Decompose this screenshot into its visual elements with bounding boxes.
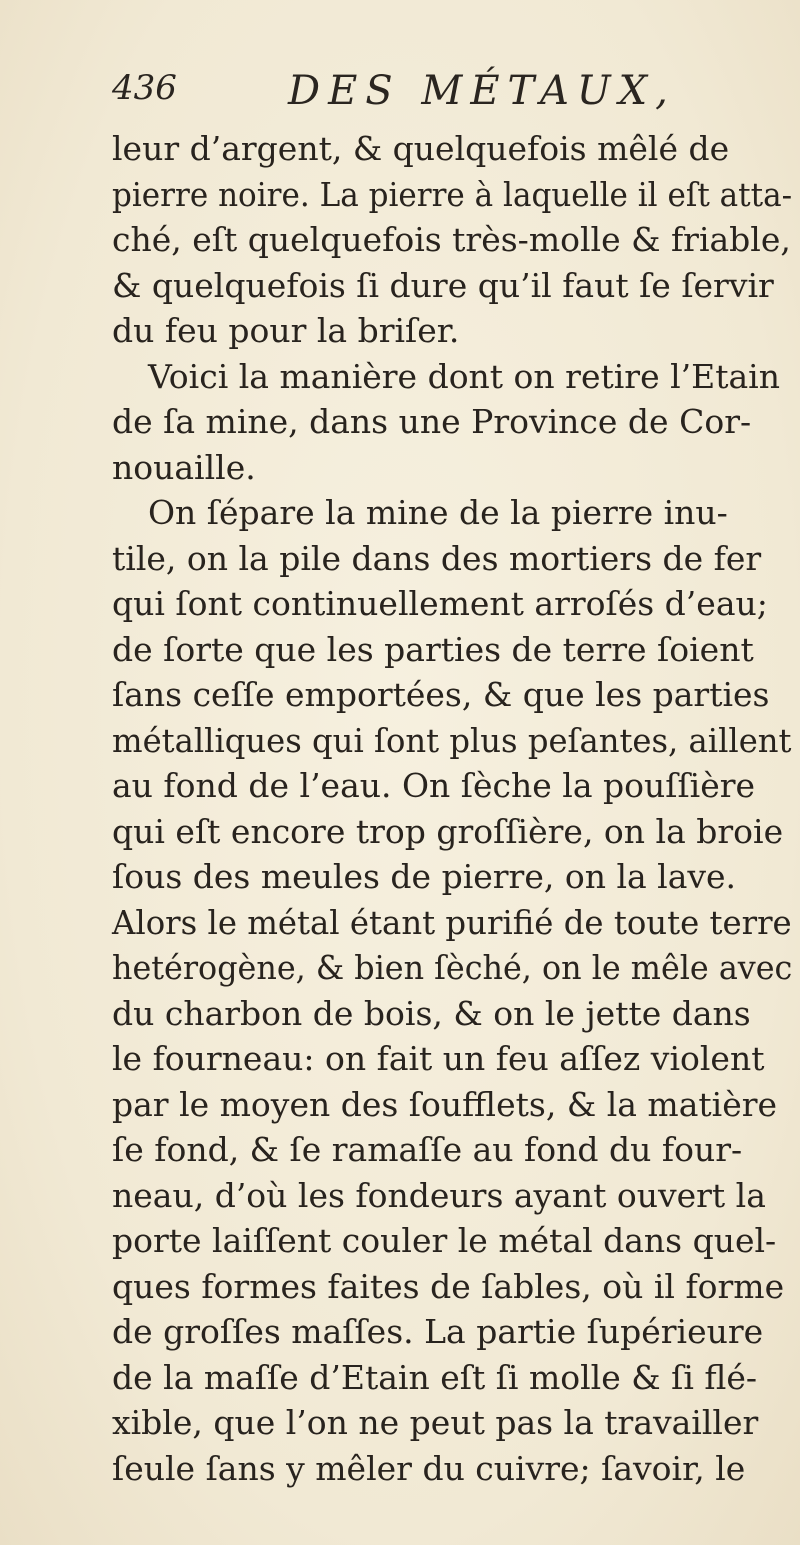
text-line: Voici la manière dont on retire l’Etain [148, 356, 780, 396]
text-line: métalliques qui ſont plus peſantes, aillent [112, 720, 792, 760]
text-line: du charbon de bois, & on le jette dans [112, 993, 751, 1033]
text-line: neau, d’où les fondeurs ayant ouvert la [112, 1175, 766, 1215]
text-line: ſe fond, & ſe ramaſſe au fond du four- [112, 1130, 743, 1169]
text-line: ſeule ſans y mêler du cuivre; ſavoir, le [112, 1448, 746, 1488]
text-line: du feu pour la briſer. [112, 311, 460, 350]
page-number: 436 [112, 68, 177, 108]
text-line: qui eſt encore trop groſſière, on la broie [112, 811, 784, 851]
page-header [112, 68, 792, 124]
text-line: ché, eſt quelquefois très-molle & friable, [112, 220, 791, 259]
text-line: hetérogène, & bien ſèché, on le mêle avec [112, 948, 793, 987]
text-line: pierre noire. La pierre à laquelle il eſt atta- [112, 174, 793, 214]
text-line: qui ſont continuellement arroſés d’eau; [112, 584, 768, 623]
text-line: ques formes faites de ſables, où il forme [112, 1266, 785, 1306]
text-line: porte laiſſent couler le métal dans quel- [112, 1221, 777, 1260]
running-title: DES MÉTAUX, [288, 68, 676, 114]
text-line: On ſépare la mine de la pierre inu- [148, 493, 728, 532]
text-line: nouaille. [112, 447, 256, 487]
text-line: & quelquefois ſi dure qu’il faut ſe ſervir [112, 265, 774, 305]
text-line: de ſa mine, dans une Province de Cor- [112, 402, 752, 441]
text-line: xible, que l’on ne peut pas la travailler [112, 1403, 759, 1442]
text-line: de groſſes maſſes. La partie ſupérieure [112, 1312, 764, 1351]
text-line: leur d’argent, & quelquefois mêlé de [112, 129, 730, 168]
text-line: de ſorte que les parties de terre ſoient [112, 629, 754, 669]
text-line: de la maſſe d’Etain eſt ſi molle & ſi flé- [112, 1357, 758, 1397]
text-line: le fourneau: on fait un feu aſſez violent [112, 1039, 765, 1078]
text-line: par le moyen des ſoufflets, & la matière [112, 1084, 778, 1124]
text-line: ſans ceſſe emportées, & que les parties [112, 675, 770, 714]
body-text [112, 126, 792, 1491]
text-line: tile, on la pile dans des mortiers de fer [112, 538, 762, 578]
text-line: ſous des meules de pierre, on la lave. [112, 857, 737, 896]
text-line: au fond de l’eau. On ſèche la pouſſière [112, 766, 756, 805]
text-line: Alors le métal étant purifié de toute terre [112, 902, 792, 942]
